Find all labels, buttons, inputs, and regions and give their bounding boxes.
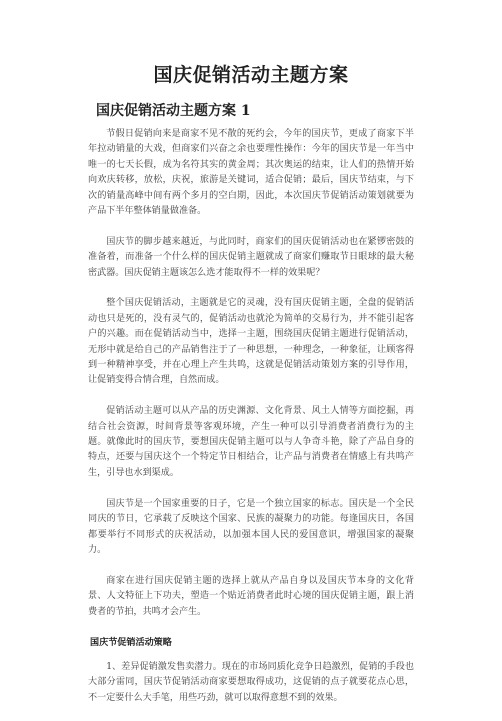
document-title: 国庆促销活动主题方案 xyxy=(153,64,349,86)
sub-heading: 国庆节促销活动策略 xyxy=(90,637,172,649)
paragraph: 整个国庆促销活动，主题就是它的灵魂，没有国庆促销主题，全盘的促销活动也只是死的，没有灵气的，促销活动也就沦为简单的交易行为，并不能引起客户的兴趣。而在促销活动当中，选择一主题，围绕国庆促销主题进行促销活动，无形中就是给自己的产品销售注于了一种思想，一种理念，一种象征，让顾客得到一种精神享受，并在心理上产生共鸣，这就是促销活动策划方案的引导作用，让促销变得合情合理，自然而成。 xyxy=(88,298,414,386)
document-body xyxy=(88,127,414,721)
paragraph: 促销活动主题可以从产品的历史渊源、文化背景、风土人情等方面挖掘，再结合社会资源，时间背景等客观环境，产生一种可以引导消费者消费行为的主题。就像此时的国庆节，要想国庆促销主题可以与人争奇斗艳，除了产品自身的特点，还要与国庆这个一个特定节日相结合，让产品与消费者在情感上有共鸣产生，引导也水到渠成。 xyxy=(88,406,414,478)
paragraph: 节假日促销向来是商家不见不散的死约会，今年的国庆节，更成了商家下半年拉动销量的大戏，但商家们兴奋之余也要理性操作：今年的国庆节是一年当中唯一的七天长假，成为名符其实的黄金周；其次奥运的结束，让人们的热情开始向欢庆转移，放松，庆祝，旅游是关键词，适合促销；最后，国庆节结束，与下次的销量高峰中间有两个多月的空白期，因此，本次国庆节促销活动策划就要为产品下半年整体销量做准备。 xyxy=(88,129,414,217)
paragraph: 国庆节的脚步越来越近，与此同时，商家们的国庆促销活动也在紧锣密鼓的准备着，而准备一个什么样的国庆促销主题就成了商家们赚取节日眼球的最大秘密武器。国庆促销主题该怎么选才能取得不一样的效果呢？ xyxy=(88,236,414,278)
paragraph: 国庆节是一个国家重要的日子，它是一个独立国家的标志。国庆是一个全民同庆的节日，它承载了反映这个国家、民族的凝聚力的功能。每逢国庆日，各国都要举行不同形式的庆祝活动，以加强本国人民的爱国意识，增强国家的凝聚力。 xyxy=(88,498,414,555)
section-title: 国庆促销活动主题方案 1 xyxy=(96,103,251,119)
paragraph: 商家在进行国庆促销主题的选择上就从产品自身以及国庆节本身的文化背景、人文特征上下功夫，塑造一个贴近消费者此时心境的国庆促销主题，跟上消费者的节拍，共鸣才会产生。 xyxy=(88,575,414,617)
paragraph: 1、差异促销激发售卖潜力。现在的市场同质化竞争日趋激烈，促销的手段也大部分雷同，国庆节促销活动商家要想取得成功，这促销的点子就要花点心思，不一定要什么大手笔，用些巧劲，就可以取得意想不到的效果。 xyxy=(88,661,414,703)
